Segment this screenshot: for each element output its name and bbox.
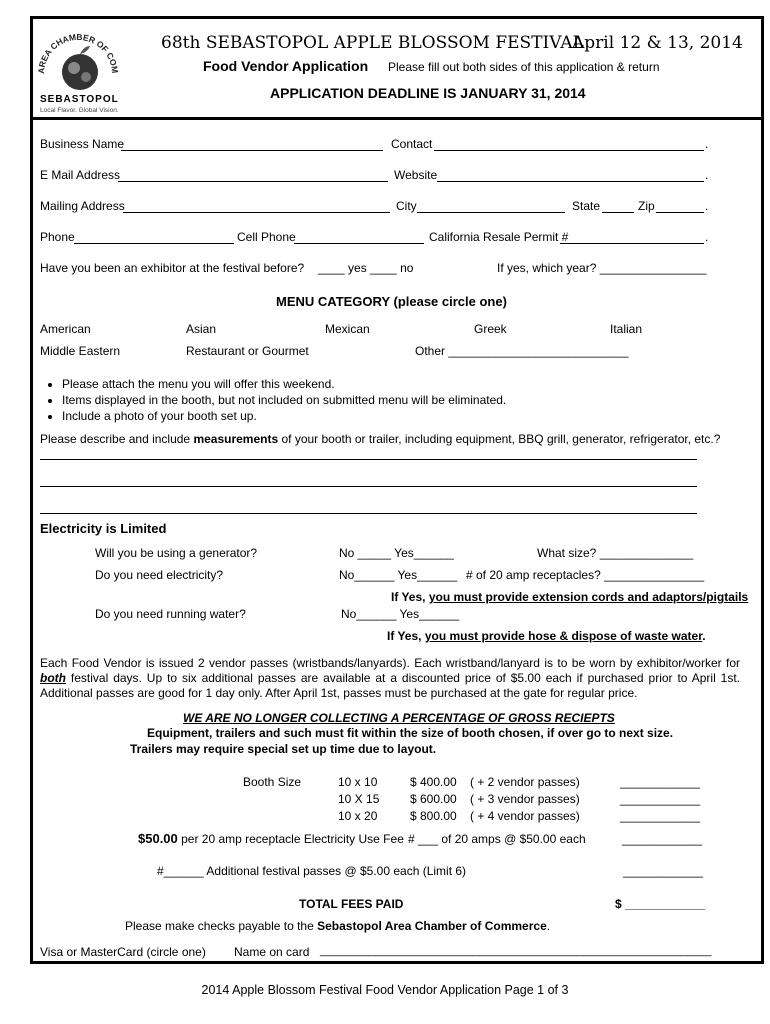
describe-pre: Please describe and include [40,432,194,446]
business-name-label: Business Name [40,137,125,151]
booth-size: 10 x 10 [338,775,378,789]
additional-passes-field[interactable]: #______ Additional festival passes @ $5.00 each (Limit 6) [157,864,467,878]
booth-passes: ( + 3 vendor passes) [470,792,580,806]
zip-label: Zip [638,199,655,213]
water-note [387,629,706,643]
application-deadline: APPLICATION DEADLINE IS JANUARY 31, 2014 [270,85,586,101]
booth-size-rule: Equipment, trailers and such must fit within the size of booth chosen, if over go to next size. [147,726,674,740]
name-on-card-label: Name on card [234,945,310,959]
electricity-fee-price: $50.00 [138,831,178,846]
line-end-period: . [705,137,709,151]
apple-globe-icon [36,22,120,98]
note-underlined: you must provide hose & dispose of waste water [424,629,703,643]
festival-title: 68th SEBASTOPOL APPLE BLOSSOM FESTIVAL [161,33,584,53]
list-item-text: Items displayed in the booth, but not included on submitted menu will be eliminated. [62,393,507,407]
electricity-amps-field[interactable]: # ___ of 20 amps @ $50.00 each [408,832,586,846]
line-end-period: . [705,199,709,213]
gross-receipts-notice: WE ARE NO LONGER COLLECTING A PERCENTAGE OF GROSS RECIEPTS [183,711,615,725]
electricity-heading: Electricity is Limited [40,521,167,536]
electricity-yes-no[interactable]: No______ Yes______ [339,568,458,582]
booth-passes: ( + 2 vendor passes) [470,775,580,789]
page-footer: 2014 Apple Blossom Festival Food Vendor Application Page 1 of 3 [201,983,569,997]
contact-field[interactable] [434,150,704,151]
describe-line-3[interactable] [40,513,697,514]
email-label: E Mail Address [40,168,121,182]
passes-text-both: both [40,671,66,685]
checks-payable-note [125,919,550,933]
card-type-option[interactable]: Visa or MasterCard (circle one) [40,945,206,959]
electricity-fee-row [138,831,404,846]
generator-size-field[interactable]: What size? ______________ [537,546,694,560]
passes-text-post: festival days. Up to six additional passes are available at a discounted price of $5.00 each if purchased prior to April 1st. Additional passes are good for 1 day only. After April 1st, passes must be purchased at the gate for regular price. [40,671,740,700]
booth-price: $ 800.00 [410,809,457,823]
state-label: State [572,199,601,213]
total-fees-field[interactable]: $ ____________ [615,897,706,911]
website-field[interactable] [437,181,704,182]
state-field[interactable] [602,212,634,213]
passes-text-pre: Each Food Vendor is issued 2 vendor passes (wristbands/lanyards). Each wristband/lanyard is to be worn by exhibitor/worker for [40,656,740,670]
additional-passes-fee-field[interactable]: ____________ [623,864,704,878]
city-field[interactable] [417,212,565,213]
booth-size: 10 X 15 [338,792,380,806]
list-item: • Please attach the menu you will offer this weekend. [62,376,506,392]
water-question: Do you need running water? [95,607,246,621]
exhibitor-question: Have you been an exhibitor at the festival before? [40,261,305,275]
booth-fee-field[interactable]: ____________ [620,775,701,789]
describe-line-2[interactable] [40,486,697,487]
line-end-period: . [705,230,709,244]
cell-phone-label: Cell Phone [237,230,296,244]
vendor-passes-paragraph [40,656,740,701]
note-prefix: If Yes, [391,590,429,604]
electricity-question: Do you need electricity? [95,568,224,582]
note-prefix: If Yes, [387,629,425,643]
form-subtitle: Food Vendor Application [203,58,369,74]
menu-option[interactable]: Italian [610,322,643,336]
chamber-logo [36,22,120,116]
electricity-fee-field[interactable]: ____________ [622,832,703,846]
business-name-field[interactable] [121,150,383,151]
menu-option[interactable]: Asian [186,322,217,336]
describe-line-1[interactable] [40,459,697,460]
website-label: Website [394,168,438,182]
booth-price: $ 600.00 [410,792,457,806]
phone-field[interactable] [74,243,234,244]
exhibitor-yes-no[interactable]: ____ yes ____ no [318,261,414,275]
menu-option[interactable]: Mexican [325,322,370,336]
header-divider [30,117,764,120]
booth-fee-field[interactable]: ____________ [620,792,701,806]
mailing-label: Mailing Address [40,199,125,213]
resale-permit-field[interactable] [560,243,704,244]
checks-post: . [546,919,551,933]
describe-booth-prompt [40,432,720,446]
menu-category-heading: MENU CATEGORY (please circle one) [276,294,507,309]
phone-label: Phone [40,230,75,244]
checks-pre: Please make checks payable to the [125,919,318,933]
note-suffix: . [702,629,706,643]
total-fees-label: TOTAL FEES PAID [299,897,404,911]
menu-instructions-list [38,376,506,424]
menu-option[interactable]: Restaurant or Gourmet [186,344,309,358]
booth-size-label: Booth Size [243,775,302,789]
city-label: City [396,199,417,213]
name-on-card-field[interactable]: ________________________________________________________________ [320,945,712,957]
list-item: • Include a photo of your booth set up. [62,408,506,424]
return-instruction: Please fill out both sides of this application & return [388,60,660,74]
festival-dates: April 12 & 13, 2014 [572,33,743,53]
list-item [62,392,506,408]
logo-name: SEBASTOPOL [40,94,119,105]
describe-post: of your booth or trailer, including equipment, BBQ grill, generator, refrigerator, etc.? [278,432,721,446]
resale-permit-label: California Resale Permit # [429,230,569,244]
logo-arc-text: AREA CHAMBER OF COM [36,31,120,75]
menu-option[interactable]: Middle Eastern [40,344,121,358]
booth-size: 10 x 20 [338,809,378,823]
booth-fee-field[interactable]: ____________ [620,809,701,823]
cell-phone-field[interactable] [294,243,424,244]
note-underlined: you must provide extension cords and adaptors/pigtails [428,590,749,604]
line-end-period: . [705,168,709,182]
receptacles-field[interactable]: # of 20 amp receptacles? _______________ [466,568,705,582]
menu-other-field[interactable]: Other ___________________________ [415,344,629,358]
menu-option[interactable]: Greek [474,322,507,336]
generator-yes-no[interactable]: No _____ Yes______ [339,546,454,560]
water-yes-no[interactable]: No______ Yes______ [341,607,460,621]
checks-payee: Sebastopol Area Chamber of Commerce [317,919,547,933]
booth-price: $ 400.00 [410,775,457,789]
trailer-setup-note: Trailers may require special set up time due to layout. [130,742,437,756]
mailing-field[interactable] [123,212,390,213]
zip-field[interactable] [656,212,704,213]
generator-question: Will you be using a generator? [95,546,258,560]
electricity-fee-label: per 20 amp receptacle Electricity Use Fee [177,832,404,846]
menu-option[interactable]: American [40,322,91,336]
describe-bold: measurements [193,432,279,446]
logo-tagline: Local Flavor. Global Vision. [40,107,119,114]
which-year-field[interactable]: If yes, which year? ________________ [497,261,707,275]
contact-label: Contact [391,137,433,151]
extension-cords-note [391,590,748,604]
email-field[interactable] [118,181,388,182]
booth-passes: ( + 4 vendor passes) [470,809,580,823]
